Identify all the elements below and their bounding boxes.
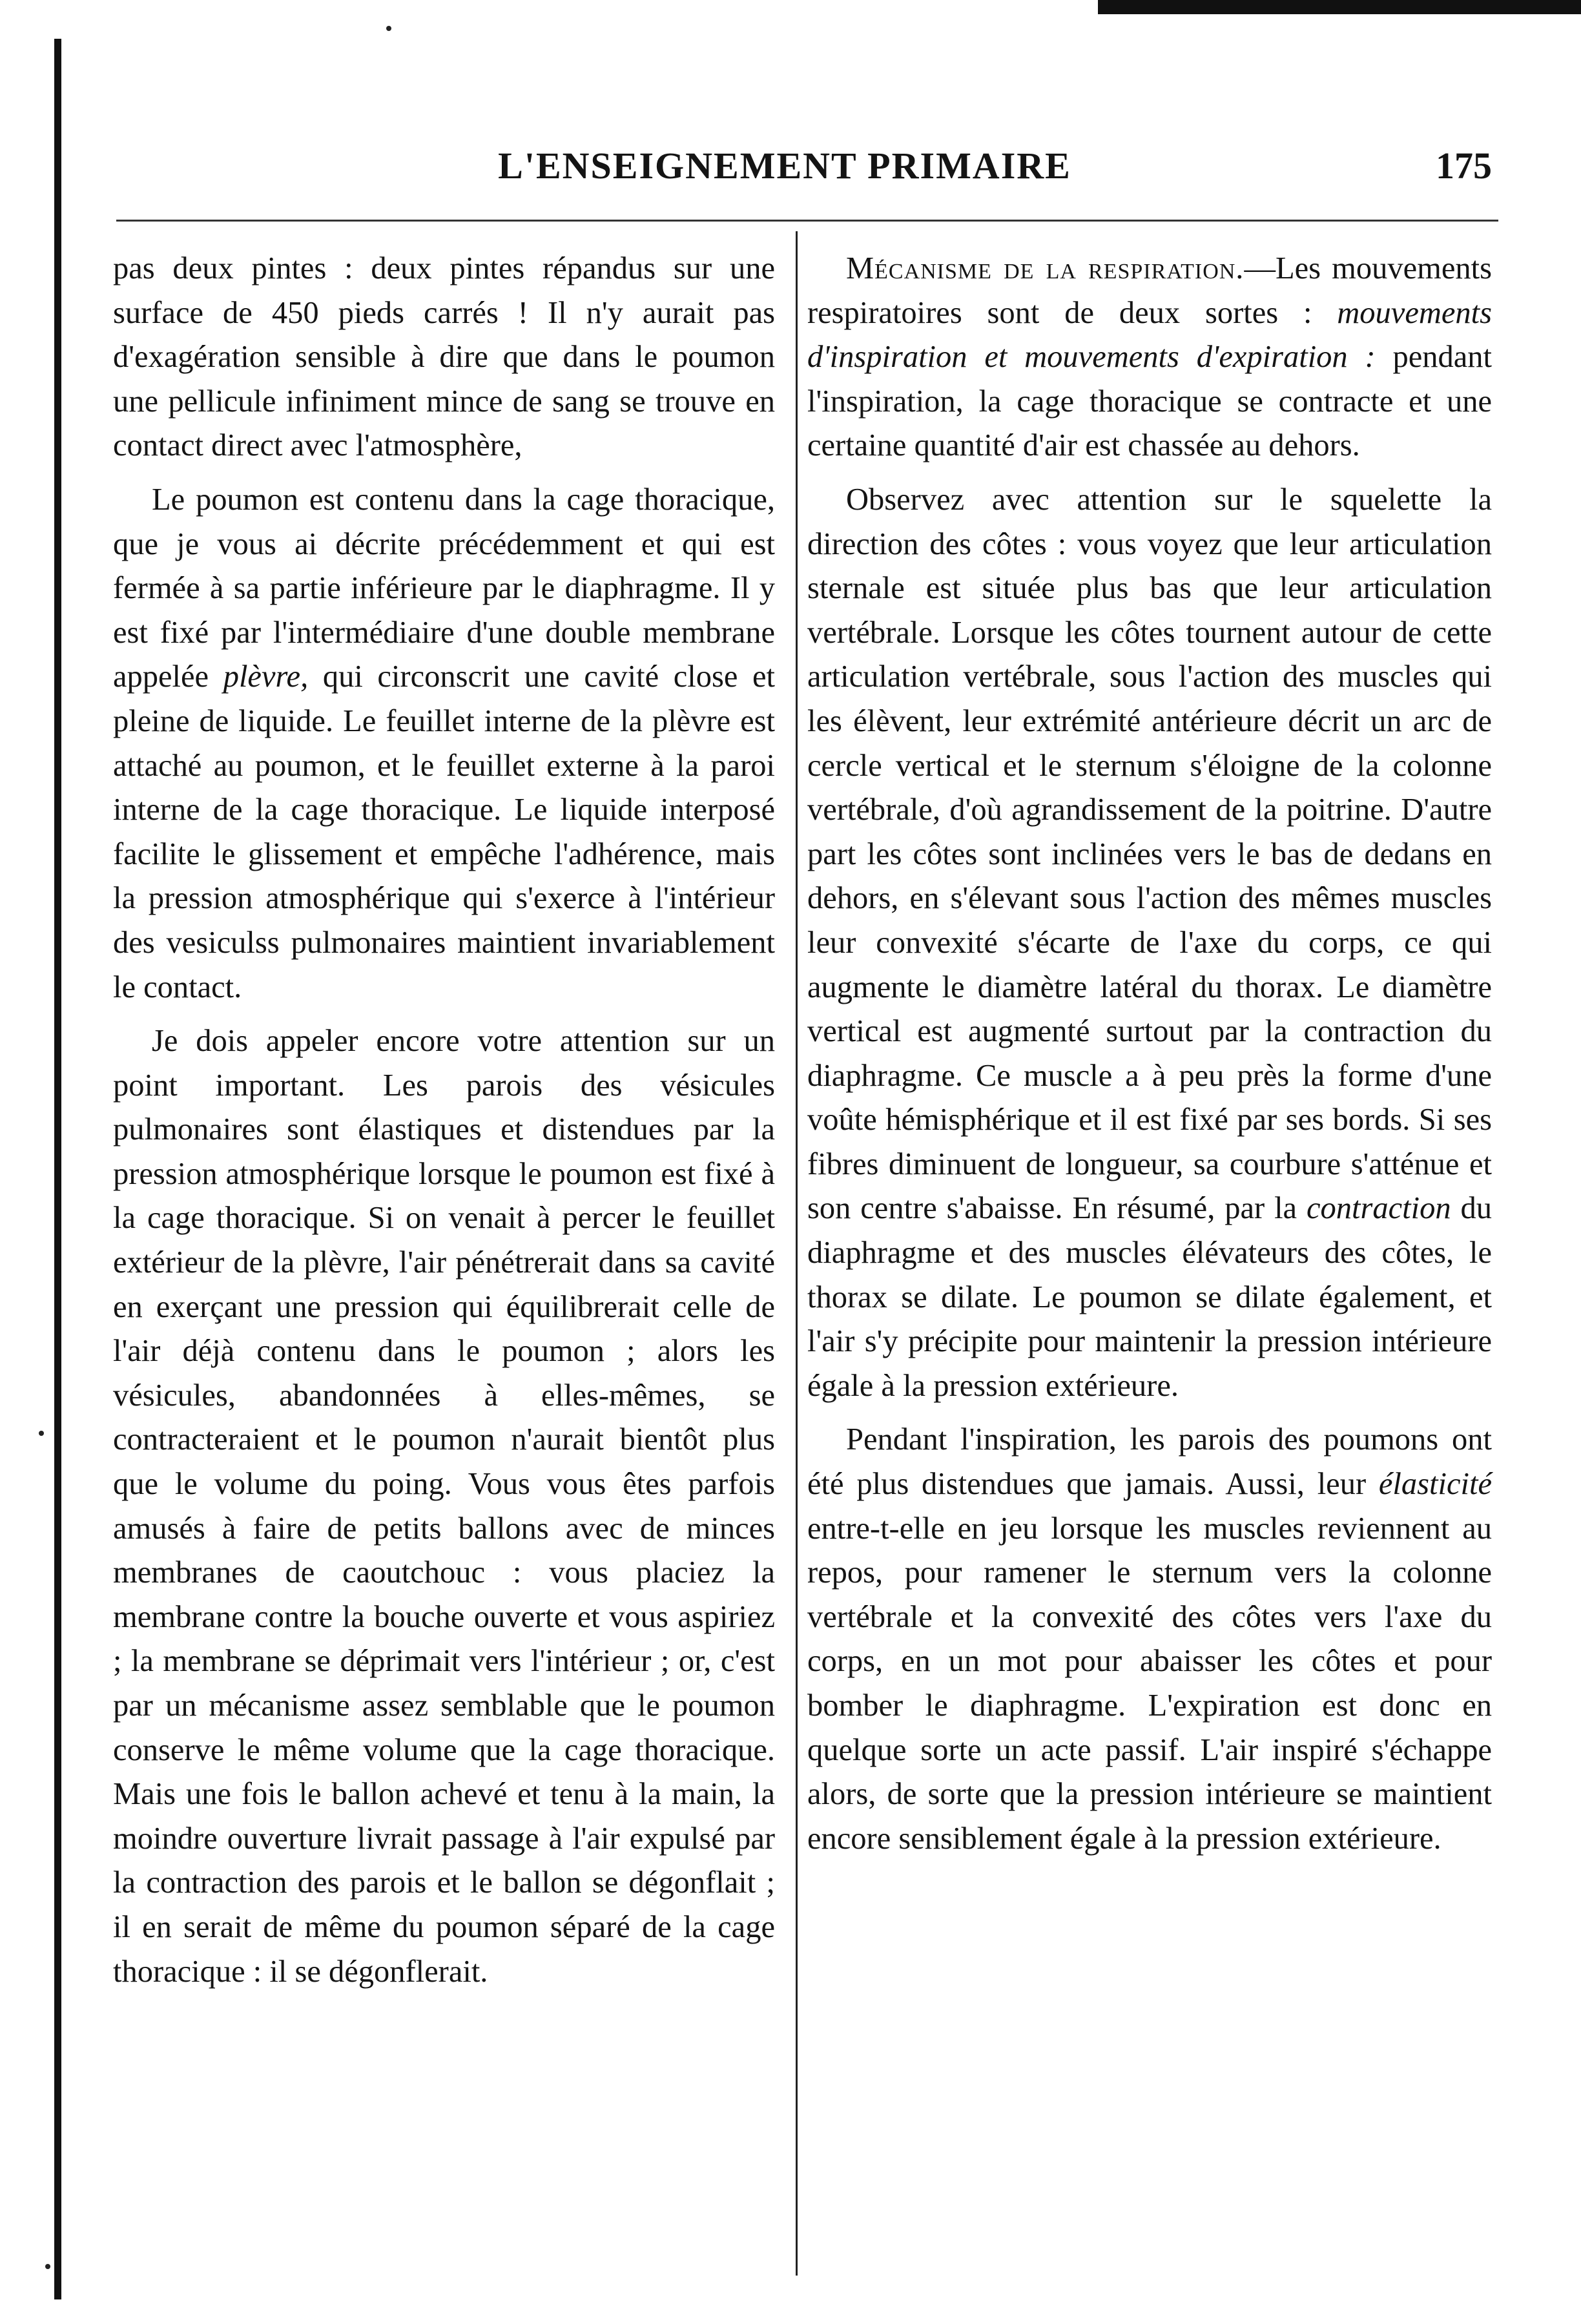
binding-edge-rule bbox=[54, 39, 61, 2299]
paragraph-2-text: Le poumon est contenu dans la cage thoracique, que je vous ai décrite précédemment et qui est fermée à sa partie inférieure par le diaphragme. Il y est fixé par l'intermédiaire d'une double membrane appelée bbox=[113, 482, 775, 694]
stray-mark bbox=[386, 26, 391, 31]
top-edge-rule bbox=[1098, 0, 1581, 14]
paragraph-2 bbox=[113, 478, 775, 1010]
section-paragraph-3 bbox=[807, 1418, 1492, 1861]
stray-mark bbox=[39, 1431, 44, 1436]
section-paragraph-1-b: pendant l'inspiration, la cage thoracique se contracte et une certaine quantité d'air est chassée au dehors. bbox=[807, 340, 1492, 463]
running-title: L'ENSEIGNEMENT PRIMAIRE bbox=[498, 145, 1071, 187]
left-column bbox=[113, 247, 775, 1994]
section-paragraph-1-a: —Les mouvements respiratoires sont de deux sortes : bbox=[807, 251, 1492, 330]
section-paragraph-3-italic: élasticité bbox=[1378, 1467, 1492, 1502]
stray-mark bbox=[45, 2264, 50, 2269]
paragraph-3: Je dois appeler encore votre attention sur un point important. Les parois des vésicules pulmonaires sont élastiques et distendues par la pression atmosphérique lorsque le poumon est fixé à la cage thoracique. Si on venait à percer le feuillet extérieur de la plèvre, l'air pénétrerait dans sa cavité en exerçant une pression qui équilibrerait celle de l'air déjà contenu dans le poumon ; alors les vésicules, abandonnées à elles-mêmes, se contracteraient et le poumon n'aurait bientôt plus que le volume du poing. Vous vous êtes parfois amusés à faire de petits ballons avec de minces membranes de caoutchouc : vous placiez la membrane contre la bouche ouverte et vous aspiriez ; la membrane se déprimait vers l'intérieur ; or, c'est par un mécanisme assez semblable que le poumon conserve le même volume que la cage thoracique. Mais une fois le ballon achevé et tenu à la main, la moindre ouverture livrait passage à l'air expulsé par la contraction des parois et le ballon se dégonflait ; il en serait de même du poumon séparé de la cage thoracique : il se dégonflerait. bbox=[113, 1024, 775, 1989]
section-paragraph-2 bbox=[807, 478, 1492, 1408]
paragraph-2-italic: plèvre, bbox=[223, 659, 309, 694]
section-paragraph-1 bbox=[807, 247, 1492, 468]
header-rule bbox=[116, 220, 1498, 222]
section-paragraph-3-b: entre-t-elle en jeu lorsque les muscles reviennent au repos, pour ramener le sternum vers la colonne vertébrale et la convexité des côtes vers l'axe du corps, en un mot pour abaisser les côtes et pour bomber le diaphragme. L'expiration est donc en quelque sorte un acte passif. L'air inspiré s'échappe alors, de sorte que la pression intérieure se maintient encore sensiblement égale à la pression extérieure. bbox=[807, 1511, 1492, 1856]
section-paragraph-2-a: Observez avec attention sur le squelette la direction des côtes : vous voyez que leur articulation sternale est située plus bas que leur articulation vertébrale. Lorsque les côtes tournent autour de cette articulation vertébrale, sous l'action des muscles qui les élèvent, leur extrémité antérieure décrit un arc de cercle vertical et le sternum s'éloigne de la colonne vertébrale, d'où agrandissement de la poitrine. D'autre part les côtes sont inclinées vers le bas de dedans en dehors, en s'élevant sous l'action des mêmes muscles leur convexité s'écarte de l'axe du corps, ce qui augmente le diamètre latéral du thorax. Le diamètre vertical est augmenté surtout par la contraction du diaphragme. Ce muscle a à peu près la forme d'une voûte hémisphérique et il est fixé par ses bords. Si ses fibres diminuent de longueur, sa courbure s'atténue et son centre s'abaisse. En résumé, par la bbox=[807, 482, 1492, 1226]
paragraph-2-rest: qui circonscrit une cavité close et pleine de liquide. Le feuillet interne de la plèvre est attaché au poumon, et le feuillet externe à la paroi interne de la cage thoracique. Le liquide interposé facilite le glissement et empêche l'adhérence, mais la pression atmosphérique qui s'exerce à l'intérieur des vesiculss pulmonaires maintient invariablement le contact. bbox=[113, 659, 775, 1004]
section-paragraph-2-b: du diaphragme et des muscles élévateurs des côtes, le thorax se dilate. Le poumon se dilate également, et l'air s'y précipite pour maintenir la pression intérieure égale à la pression extérieure. bbox=[807, 1191, 1493, 1403]
section-paragraph-3-a: Pendant l'inspiration, les parois des poumons ont été plus distendues que jamais. Aussi, leur bbox=[807, 1422, 1492, 1502]
page-header bbox=[78, 132, 1492, 203]
section-heading: Mécanisme de la respiration. bbox=[846, 251, 1245, 285]
section-paragraph-2-italic: contraction bbox=[1306, 1191, 1451, 1226]
paragraph-1: pas deux pintes : deux pintes répandus sur une surface de 450 pieds carrés ! Il n'y aurait pas d'exagération sensible à dire que dans le poumon une pellicule infiniment mince de sang se trouve en contact direct avec l'atmosphère, bbox=[113, 251, 775, 463]
right-column bbox=[807, 247, 1492, 1861]
section-paragraph-1-italic: mouvements d'inspiration et mouvements d'expiration : bbox=[807, 295, 1492, 375]
page-number: 175 bbox=[1436, 145, 1492, 187]
column-divider bbox=[796, 231, 798, 2276]
